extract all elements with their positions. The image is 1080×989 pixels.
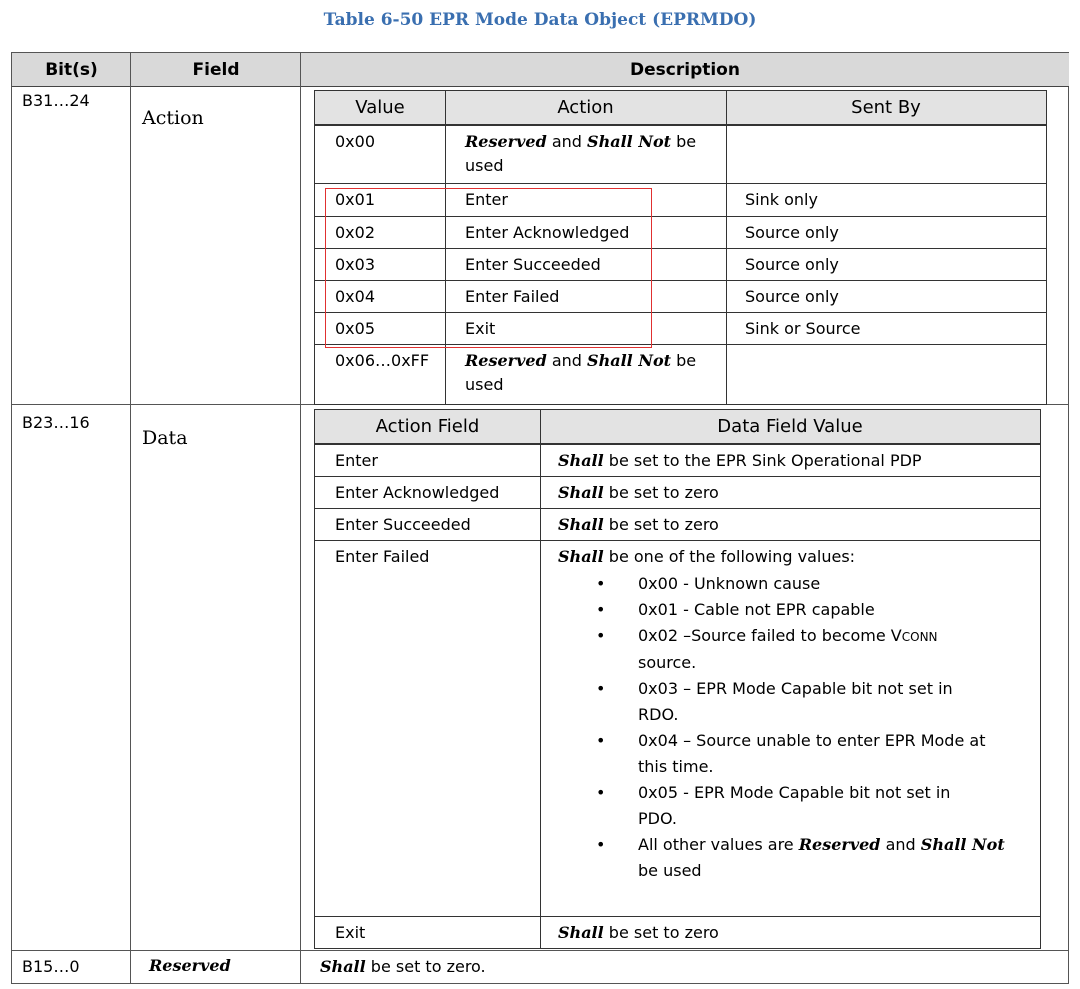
action-cell: Reserved and Shall Not be [465,132,697,151]
failure-reasons-list [558,571,1038,884]
action-table [314,90,1047,405]
header-description: Description [301,53,1069,87]
list-item: • 0x05 - EPR Mode Capable bit not set in PDO. [558,780,1038,832]
bullet-icon: • [596,679,606,698]
column-divider [130,53,131,983]
sentby-cell: Source only [745,287,839,306]
highlight-box [325,188,652,348]
data-col-action: Action Field [315,410,540,444]
table-row [315,476,1040,508]
data-value-cell: Shall be set to the EPR Sink Operational PDP [558,451,922,470]
data-value-cell: Shall be set to zero [558,923,719,942]
action-cell-line2: used [465,375,504,394]
field-reserved: Reserved [149,956,231,975]
table-row [315,916,1040,948]
action-field-cell: Enter [335,451,378,470]
column-divider [300,53,301,983]
value-cell: 0x04 [335,287,376,306]
data-col-value: Data Field Value [540,410,1040,444]
action-col-value: Value [315,91,445,125]
action-field-cell: Enter Succeeded [335,515,471,534]
bullet-icon: • [596,574,606,593]
action-col-action: Action [445,91,726,125]
action-cell-line2: used [465,156,504,175]
header-bits: Bit(s) [12,53,131,87]
bullet-icon: • [596,626,606,645]
field-action: Action [142,107,204,129]
value-cell: 0x05 [335,319,376,338]
action-cell: Enter [465,190,508,209]
table-row [315,344,1046,404]
field-data: Data [142,427,188,449]
table-row [315,508,1040,540]
row-divider [12,950,1068,951]
action-cell: Enter Failed [465,287,560,306]
sentby-cell: Source only [745,223,839,242]
action-field-cell: Exit [335,923,366,942]
action-cell: Enter Acknowledged [465,223,630,242]
data-value-cell: Shall be set to zero [558,483,719,502]
list-item: • 0x01 - Cable not EPR capable [558,597,1038,623]
data-value-cell: Shall be set to zero [558,515,719,534]
action-col-sentby: Sent By [726,91,1046,125]
value-cell: 0x00 [335,132,376,151]
list-item: • 0x02 –Source failed to become VCONN source. [558,623,1038,676]
action-cell: Reserved and Shall Not be [465,351,697,370]
table-row [315,125,1046,183]
action-field-cell: Enter Acknowledged [335,483,500,502]
sentby-cell: Sink only [745,190,818,209]
bits-b31-24: B31…24 [22,91,90,110]
bullet-icon: • [596,600,606,619]
list-item: • 0x03 – EPR Mode Capable bit not set in RDO. [558,676,1038,728]
bullet-icon: • [596,835,606,854]
action-field-cell: Enter Failed [335,547,430,566]
sentby-cell: Sink or Source [745,319,861,338]
value-cell: 0x03 [335,255,376,274]
action-cell: Enter Succeeded [465,255,601,274]
value-cell: 0x01 [335,190,376,209]
list-item: • 0x04 – Source unable to enter EPR Mode at this time. [558,728,1038,780]
table-row [315,444,1040,476]
header-field: Field [131,53,301,87]
bits-b15-0: B15…0 [22,957,80,976]
sentby-cell: Source only [745,255,839,274]
data-value-cell: Shall be one of the following values: [558,547,856,566]
bullet-icon: • [596,731,606,750]
eprmdo-table [11,52,1069,984]
list-item: • All other values are Reserved and Shall Not be used [558,832,1038,884]
data-table [314,409,1041,949]
table-row [315,540,1040,916]
value-cell: 0x02 [335,223,376,242]
list-item: • 0x00 - Unknown cause [558,571,1038,597]
bullet-icon: • [596,783,606,802]
bits-b23-16: B23…16 [22,413,90,432]
value-cell: 0x06…0xFF [335,351,430,370]
table-caption: Table 6-50 EPR Mode Data Object (EPRMDO) [323,10,757,30]
action-cell: Exit [465,319,496,338]
reserved-description: Shall be set to zero. [320,957,486,976]
